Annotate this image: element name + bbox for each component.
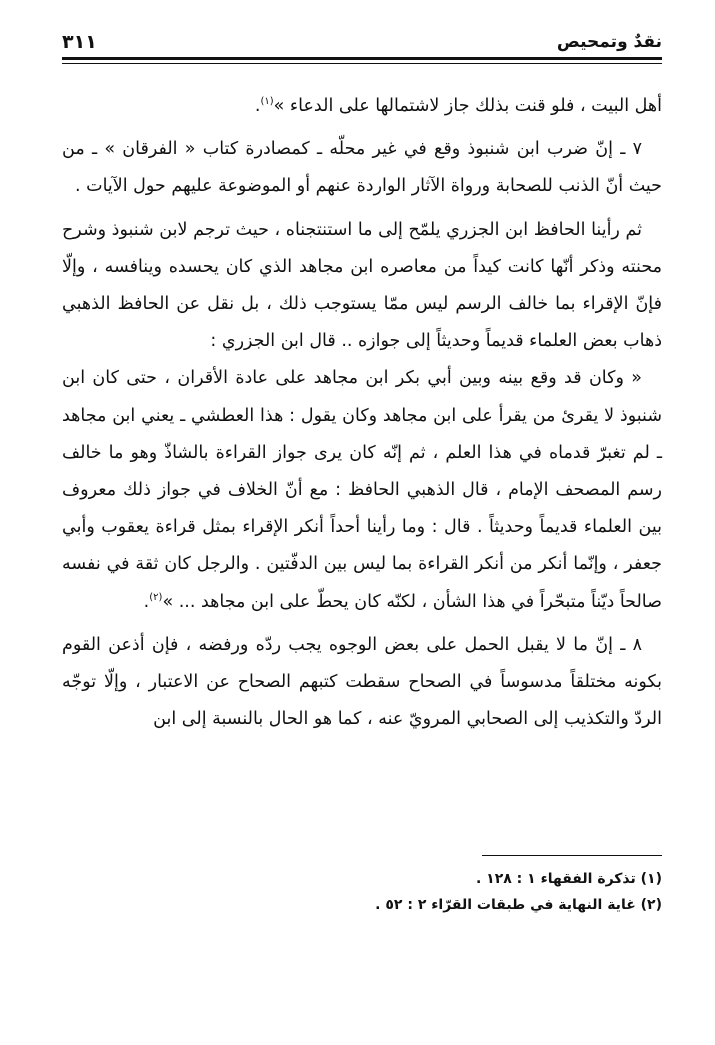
footnote-ref-2: (٢) [149, 591, 163, 603]
paragraph-4-end: . [143, 591, 150, 612]
footnote-ref-1: (١) [260, 96, 274, 108]
paragraph-5: ٨ ـ إنّ ما لا يقبل الحمل على بعض الوجوه يجب ردّه ورفضه ، فإن أذعن القوم بكونه مختلقاً مدسوساً في الصحاح سقطت كتبهم الصحاح عن الاعتبار ، وإلّا توجّه الردّ والتكذيب إلى الصحابي المرويّ عنه ، كما هو الحال بالنسبة إلى ابن [62, 634, 662, 730]
page-header [62, 28, 662, 58]
paragraph-1 [62, 88, 662, 125]
page-number: ٣١١ [62, 31, 97, 53]
header-rule-thin [62, 63, 662, 64]
main-text [62, 88, 662, 738]
paragraph-2: ٧ ـ إنّ ضرب ابن شنبوذ وقع في غير محلّه ـ كمصادرة كتاب « الفرقان » ـ من حيث أنّ الذنب للصحابة ورواة الآثار الواردة عنهم أو الموضوعة عليهم حول الآيات . [62, 139, 662, 197]
footnote-rule [482, 855, 662, 856]
paragraph-1-end: . [254, 96, 261, 116]
paragraph-3: ثم رأينا الحافظ ابن الجزري يلمّح إلى ما استنتجناه ، حيث ترجم لابن شنبوذ وشرح محنته وذكر أنّها كانت كيداً من معاصره ابن مجاهد الذي كان يحسده وينافسه ، وإلّا فإنّ الإقراء بما خالف الرسم ليس ممّا يستوجب ذلك ، بل نقل عن الحافظ الذهبي ذهاب بعض العلماء قديماً وحديثاً إلى جوازه .. قال ابن الجزري : [62, 219, 662, 352]
paragraph-4-text: « وكان قد وقع بينه وبين أبي بكر ابن مجاهد على عادة الأقران ، حتى كان ابن شنبوذ لا يقرئ من يقرأ على ابن مجاهد وكان يقول : هذا العطشي ـ يعني ابن مجاهد ـ لم تغبرّ قدماه في هذا العلم ، ثم إنّه كان يرى جواز القراءة بالشاذّ وهو ما خالف رسم المصحف الإمام ، قال الذهبي الحافظ : مع أنّ الخلاف في جواز ذلك معروف بين العلماء قديماً وحديثاً . قال : وما رأينا أحداً أنكر الإقراء بمثل قراءة يعقوب وأبي جعفر ، وإنّما أنكر من أنكر القراءة بما ليس بين الدفّتين . والرجل كان ثقة في نفسه صالحاً ديّناً متبحّراً في هذا الشأن ، لكنّه كان يحطّ على ابن مجاهد ... » [62, 368, 662, 612]
running-title: نقدٌ وتمحيص [556, 32, 662, 52]
header-rule-thick [62, 57, 662, 60]
footnotes [62, 866, 662, 918]
footnote-1: (١) تذكرة الفقهاء ١ : ١٢٨ . [475, 871, 662, 887]
footnote-2: (٢) غاية النهاية في طبقات القرّاء ٢ : ٥٢ . [375, 897, 662, 913]
paragraph-4 [62, 360, 662, 620]
paragraph-1-text: أهل البيت ، فلو قنت بذلك جاز لاشتمالها على الدعاء » [273, 96, 662, 116]
